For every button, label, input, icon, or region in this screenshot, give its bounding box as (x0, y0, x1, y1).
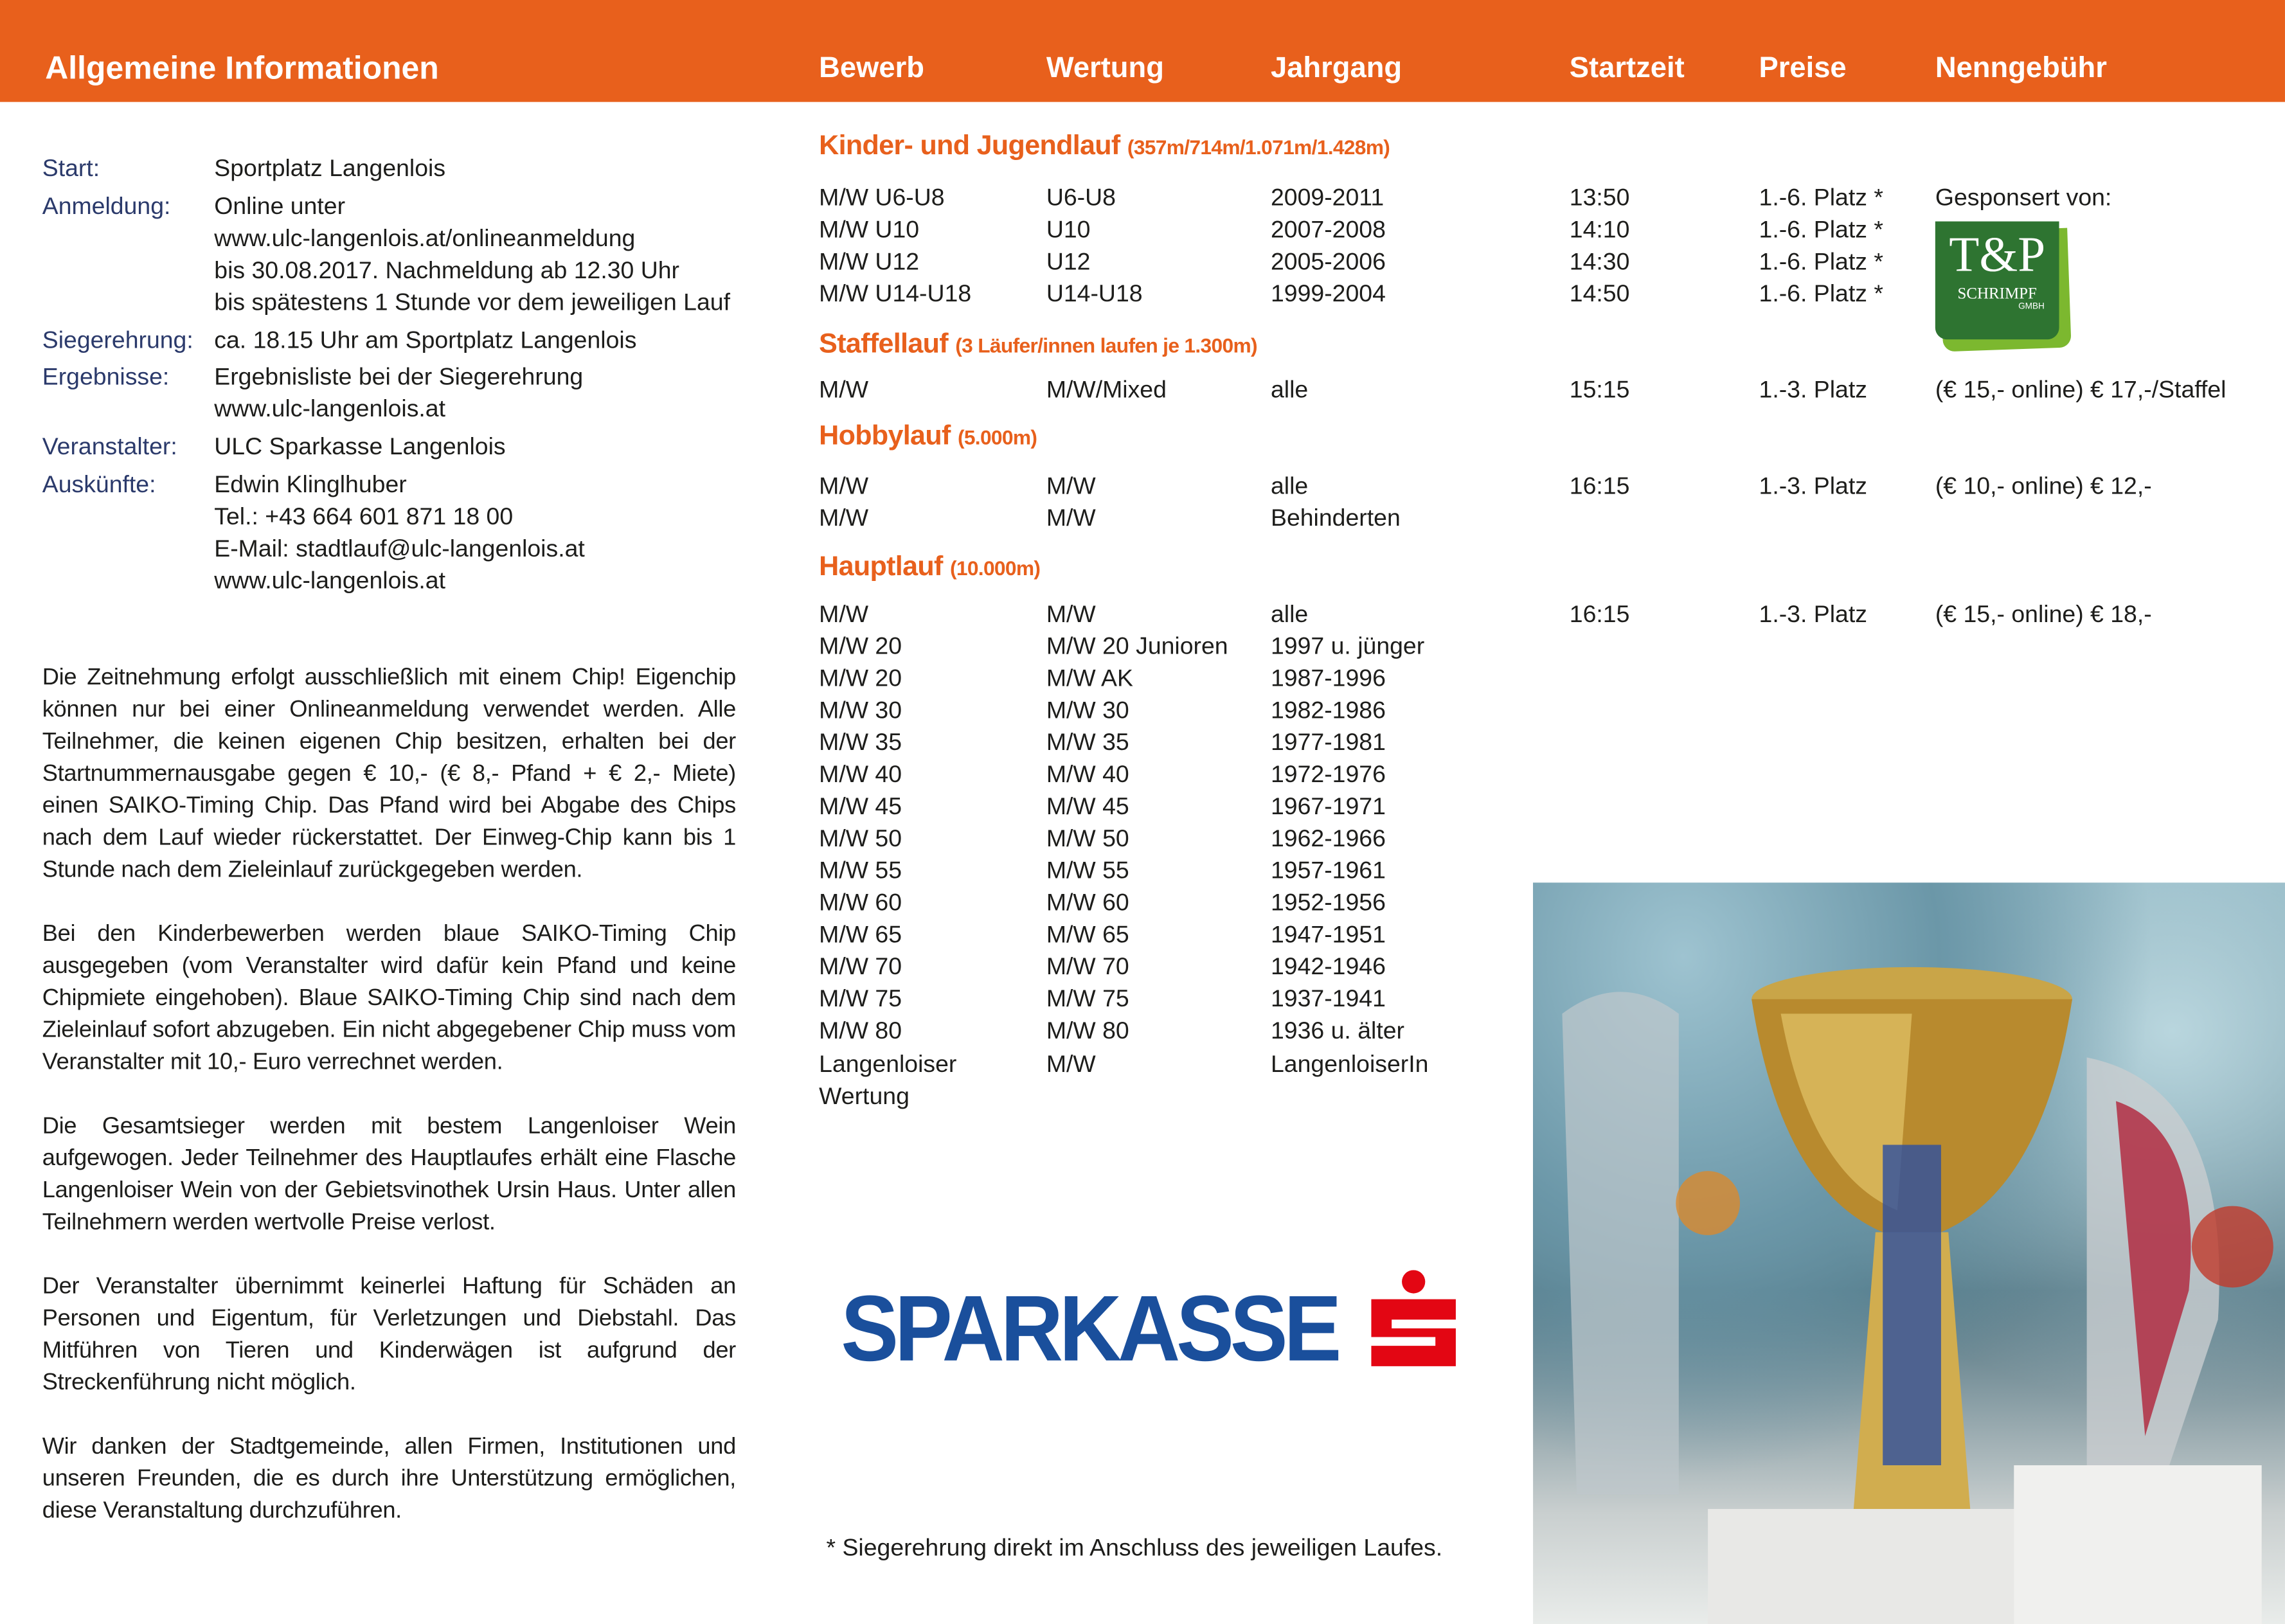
table-cell: M/W (819, 505, 869, 532)
info-value: Tel.: +43 664 601 871 18 00 (214, 504, 514, 530)
info-label: Siegerehrung: (42, 327, 193, 354)
table-cell: 1999-2004 (1270, 281, 1386, 308)
table-cell: M/W 50 (819, 826, 902, 852)
tp-logo-text: T&P (1949, 228, 2046, 283)
table-cell: 1972-1976 (1270, 762, 1386, 789)
table-cell: M/W 60 (819, 889, 902, 916)
column-header-wertung: Wertung (1046, 52, 1164, 85)
table-cell: 1987-1996 (1270, 665, 1386, 692)
column-header-jahrgang: Jahrgang (1270, 52, 1402, 85)
section-heading (819, 551, 1040, 585)
table-cell: Langenloiser Wertung (819, 1051, 957, 1110)
table-cell: alle (1270, 377, 1309, 404)
column-header-startzeit: Startzeit (1569, 52, 1685, 85)
table-cell: 2009-2011 (1270, 184, 1384, 211)
table-cell: M/W U6-U8 (819, 184, 945, 211)
info-paragraphs (42, 663, 736, 1560)
trophies-photo (1533, 882, 2285, 1624)
table-cell: M/W 20 (819, 665, 902, 692)
table-cell: M/W 40 (1046, 762, 1129, 789)
info-value: www.ulc-langenlois.at (214, 567, 446, 594)
table-cell: 16:15 (1569, 602, 1630, 628)
info-value: Online unter (214, 193, 346, 220)
table-cell: U14-U18 (1046, 281, 1143, 308)
table-cell: alle (1270, 602, 1309, 628)
table-cell: M/W (1046, 473, 1096, 500)
table-cell: M/W 20 (819, 633, 902, 660)
table-cell: M/W (1046, 505, 1096, 532)
table-cell: 1.-3. Platz (1759, 602, 1867, 628)
table-cell: 2005-2006 (1270, 249, 1386, 276)
table-cell: U6-U8 (1046, 184, 1116, 211)
table-cell: M/W (819, 473, 869, 500)
table-cell: M/W 30 (1046, 697, 1129, 724)
table-cell: M/W 75 (1046, 986, 1129, 1013)
table-cell: M/W U10 (819, 217, 920, 244)
table-cell: M/W U14-U18 (819, 281, 972, 308)
table-cell: (€ 15,- online) € 17,-/Staffel (1935, 377, 2227, 404)
header-bar (0, 0, 2285, 102)
table-cell: 1997 u. jünger (1270, 633, 1425, 660)
info-value: www.ulc-langenlois.at (214, 396, 446, 423)
section-distance: (10.000m) (949, 556, 1041, 580)
table-cell: 1.-6. Platz * (1759, 184, 1883, 211)
table-cell: LangenloiserIn (1270, 1051, 1429, 1078)
table-cell: M/W 65 (1046, 922, 1129, 949)
table-cell: 1.-6. Platz * (1759, 281, 1883, 308)
table-cell: 14:50 (1569, 281, 1630, 308)
table-cell: M/W 70 (1046, 954, 1129, 981)
paragraph-liability: Der Veranstalter übernimmt keinerlei Haftung für Schäden an Personen und Eigentum, für Verletzungen und Diebstahl. Das Mitführen von Tieren und Kinderwägen ist aufgrund der Streckenführung nicht möglich. (42, 1274, 736, 1396)
info-value: ca. 18.15 Uhr am Sportplatz Langenlois (214, 327, 637, 354)
table-cell: Behinderten (1270, 505, 1401, 532)
table-cell: 1982-1986 (1270, 697, 1386, 724)
table-cell: M/W 20 Junioren (1046, 633, 1228, 660)
column-header-preise: Preise (1759, 52, 1847, 85)
table-cell: M/W 75 (819, 986, 902, 1013)
table-cell: 1952-1956 (1270, 889, 1386, 916)
table-cell: 1942-1946 (1270, 954, 1386, 981)
column-header-nenngebuehr: Nenngebühr (1935, 52, 2107, 85)
info-label: Ergebnisse: (42, 364, 170, 391)
table-cell: 13:50 (1569, 184, 1630, 211)
table-cell: 1.-3. Platz (1759, 473, 1867, 500)
info-value: Edwin Klinglhuber (214, 472, 407, 499)
column-header-bewerb: Bewerb (819, 52, 924, 85)
table-cell: M/W/Mixed (1046, 377, 1167, 404)
paragraph-chip: Die Zeitnehmung erfolgt ausschließlich mit einem Chip! Eigenchip können nur bei einer Onlineanmeldung verwendet werden. Alle Teilnehmer, die keinen eigenen Chip besitzen, erhalten bei der Startnummernausgabe gegen € 10,- (€ 8,- Pfand + € 2,- Miete) einen SAIKO-Timing Chip. Das Pfand wird bei Abgabe des Chips nach dem Lauf wieder rückerstattet. Der Einweg-Chip kann bis 1 Stunde nach dem Zieleinlauf zurückgegeben werden. (42, 665, 736, 883)
table-cell: 1.-6. Platz * (1759, 249, 1883, 276)
table-cell: M/W 35 (819, 729, 902, 756)
footnote: * Siegerehrung direkt im Anschluss des jeweiligen Laufes. (826, 1535, 1443, 1562)
table-cell: 14:10 (1569, 217, 1630, 244)
table-cell: M/W 30 (819, 697, 902, 724)
info-value: www.ulc-langenlois.at/onlineanmeldung (214, 226, 636, 253)
table-cell: 1967-1971 (1270, 794, 1386, 820)
table-cell: 1947-1951 (1270, 922, 1386, 949)
section-title: Hobbylauf (819, 420, 951, 452)
table-cell: Gesponsert von: (1935, 184, 2112, 211)
info-label: Veranstalter: (42, 434, 177, 461)
sparkasse-wordmark: SPARKASSE (841, 1276, 1338, 1381)
info-value: Sportplatz Langenlois (214, 156, 446, 183)
table-cell: 1962-1966 (1270, 826, 1386, 852)
section-title: Kinder- und Jugendlauf (819, 130, 1120, 162)
table-cell: 16:15 (1569, 473, 1630, 500)
info-value: Ergebnisliste bei der Siegerehrung (214, 364, 584, 391)
table-cell: M/W 55 (819, 857, 902, 884)
info-value: bis spätestens 1 Stunde vor dem jeweiligen Lauf (214, 290, 731, 316)
table-cell: 1.-6. Platz * (1759, 217, 1883, 244)
table-cell: 1936 u. älter (1270, 1018, 1404, 1045)
info-value: ULC Sparkasse Langenlois (214, 434, 506, 461)
paragraph-kinder-chip: Bei den Kinderbewerben werden blaue SAIKO-Timing Chip ausgegeben (vom Veranstalter wird dafür kein Pfand und keine Chipmiete eingehoben). Blaue SAIKO-Timing Chip sind nach dem Zieleinlauf sofort abzugeben. Ein nicht abgegebener Chip muss vom Veranstalter mit 10,- Euro verrechnet werden. (42, 922, 736, 1075)
table-cell: M/W (1046, 602, 1096, 628)
table-cell: M/W 45 (819, 794, 902, 820)
table-cell: 14:30 (1569, 249, 1630, 276)
table-cell: M/W (819, 377, 869, 404)
table-cell: 2007-2008 (1270, 217, 1386, 244)
table-cell: M/W 50 (1046, 826, 1129, 852)
table-cell: M/W 45 (1046, 794, 1129, 820)
table-cell: U12 (1046, 249, 1091, 276)
table-cell: U10 (1046, 217, 1091, 244)
tp-logo-sub: SCHRIMPF (1957, 285, 2037, 303)
section-heading (819, 328, 1257, 362)
section-heading (819, 420, 1037, 454)
section-distance: (3 Läufer/innen laufen je 1.300m) (955, 334, 1257, 357)
table-cell: M/W 40 (819, 762, 902, 789)
info-label: Anmeldung: (42, 193, 171, 220)
table-cell: 1937-1941 (1270, 986, 1386, 1013)
table-cell: 1.-3. Platz (1759, 377, 1867, 404)
info-value: E-Mail: stadtlauf@ulc-langenlois.at (214, 536, 585, 562)
table-cell: M/W 80 (819, 1018, 902, 1045)
paragraph-thanks: Wir danken der Stadtgemeinde, allen Firmen, Institutionen und unseren Freunden, die es durch ihre Unterstützung ermöglichen, diese Veranstaltung durchzuführen. (42, 1434, 736, 1524)
table-cell: (€ 10,- online) € 12,- (1935, 473, 2152, 500)
info-label: Start: (42, 156, 100, 183)
table-cell: M/W 60 (1046, 889, 1129, 916)
paragraph-prizes: Die Gesamtsieger werden mit bestem Langenloiser Wein aufgewogen. Jeder Teilnehmer des Hauptlaufes erhält eine Flasche Langenloiser Wein von der Gebietsvinothek Ursin Haus. Unter allen Teilnehmern werden wertvolle Preise verlost. (42, 1114, 736, 1235)
table-cell: M/W AK (1046, 665, 1133, 692)
section-heading (819, 130, 1390, 165)
sparkasse-logo (841, 1276, 1375, 1381)
section-title: Allgemeine Informationen (45, 49, 439, 86)
table-cell: 1977-1981 (1270, 729, 1386, 756)
section-title: Hauptlauf (819, 551, 943, 583)
table-cell: M/W 65 (819, 922, 902, 949)
info-value: bis 30.08.2017. Nachmeldung ab 12.30 Uhr (214, 258, 680, 284)
table-cell: (€ 15,- online) € 18,- (1935, 602, 2152, 628)
table-cell: M/W 55 (1046, 857, 1129, 884)
trophy-illustration (1533, 882, 2285, 1624)
table-cell: M/W (1046, 1051, 1096, 1078)
table-cell: 1957-1961 (1270, 857, 1386, 884)
table-cell: alle (1270, 473, 1309, 500)
info-label: Auskünfte: (42, 472, 156, 499)
table-cell: 15:15 (1569, 377, 1630, 404)
table-cell: M/W 80 (1046, 1018, 1129, 1045)
section-title: Staffellauf (819, 329, 948, 360)
section-distance: (5.000m) (957, 425, 1037, 449)
table-cell: M/W U12 (819, 249, 920, 276)
sparkasse-s-icon (1368, 1270, 1459, 1375)
section-distance: (357m/714m/1.071m/1.428m) (1127, 135, 1390, 159)
tp-schrimpf-logo (1935, 221, 2070, 349)
table-cell: M/W 35 (1046, 729, 1129, 756)
table-cell: M/W 70 (819, 954, 902, 981)
tp-logo-gmbh: GMBH (2018, 303, 2045, 312)
table-cell: M/W (819, 602, 869, 628)
